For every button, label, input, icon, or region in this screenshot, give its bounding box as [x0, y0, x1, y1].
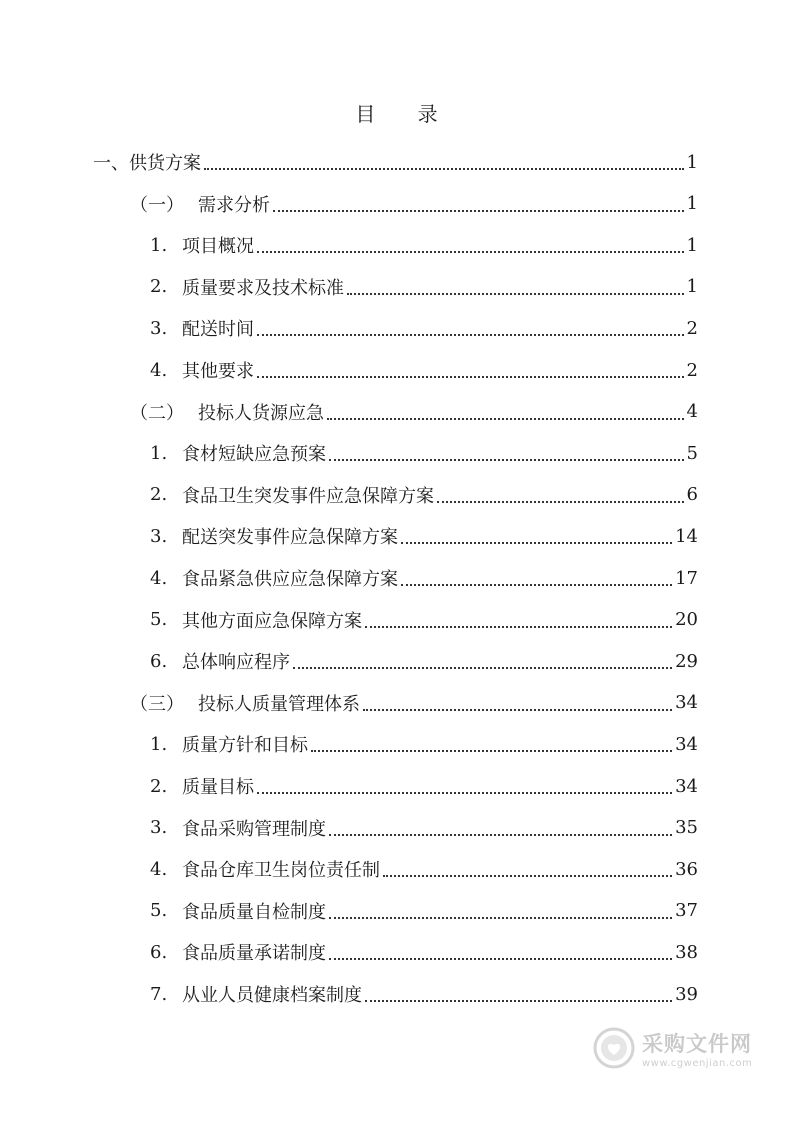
toc-entry-title: 食品卫生突发事件应急保障方案	[182, 485, 434, 507]
toc-entry-title: 食品采购管理制度	[182, 818, 326, 840]
toc-entry-title: 食品紧急供应应急保障方案	[182, 569, 398, 590]
toc-entry-title: 食品质量自检制度	[182, 901, 326, 923]
toc-dot-leader	[329, 958, 672, 960]
toc-page-number: 14	[675, 525, 698, 547]
toc-entry[interactable]	[0, 727, 793, 761]
toc-page-number: 2	[686, 359, 698, 381]
toc-entry-number: 5.	[150, 900, 168, 922]
toc-page-number: 17	[675, 567, 698, 589]
toc-page-number: 6	[686, 484, 698, 506]
toc-entry[interactable]	[0, 603, 793, 637]
toc-page-number: 2	[686, 317, 698, 339]
toc-entry-title: 投标人货源应急	[198, 402, 324, 424]
toc-dot-leader	[327, 418, 684, 420]
toc-entry-title: 配送时间	[182, 319, 254, 341]
toc-dot-leader	[347, 293, 684, 295]
toc-page-number: 35	[675, 817, 698, 839]
toc-entry-number: 3.	[150, 817, 168, 839]
hand-heart-logo-icon	[592, 1026, 636, 1070]
toc-dot-leader	[329, 917, 672, 919]
toc-dot-leader	[401, 584, 672, 586]
toc-dot-leader	[273, 210, 684, 212]
toc-entry-number: 2.	[150, 484, 168, 506]
toc-entry-number: 1.	[150, 442, 168, 464]
toc-entry[interactable]	[0, 686, 793, 720]
toc-entry[interactable]	[0, 769, 793, 803]
toc-entry-title: 质量方针和目标	[182, 735, 308, 757]
toc-dot-leader	[257, 376, 684, 378]
toc-dot-leader	[363, 709, 672, 711]
toc-entry-title: 项目概况	[182, 236, 254, 258]
toc-page-number: 36	[675, 858, 698, 880]
toc-entry-title: 其他方面应急保障方案	[182, 610, 362, 632]
toc-entry-number: 6.	[150, 650, 168, 672]
toc-page-number: 1	[686, 193, 698, 215]
toc-entry-number: 1.	[150, 234, 168, 256]
toc-entry-title: 质量目标	[182, 777, 254, 798]
toc-entry[interactable]	[0, 228, 793, 262]
toc-entry[interactable]	[0, 270, 793, 304]
watermark-name: 采购文件网	[642, 1031, 752, 1056]
toc-entry-number: 1.	[150, 733, 168, 755]
toc-page-number: 20	[675, 609, 698, 631]
toc-dot-leader	[365, 626, 672, 628]
watermark	[592, 1022, 752, 1074]
toc-dot-leader	[257, 792, 672, 794]
toc-entry[interactable]	[0, 436, 793, 470]
toc-page-number: 1	[686, 234, 698, 256]
toc-entry[interactable]	[0, 145, 793, 179]
toc-dot-leader	[437, 501, 684, 503]
watermark-url: www.cgwenjian.com	[642, 1057, 753, 1069]
toc-entry-number: 4.	[150, 359, 168, 381]
toc-dot-leader	[204, 168, 684, 170]
toc-entry[interactable]	[0, 187, 793, 221]
toc-page-number: 37	[675, 900, 698, 922]
toc-entry-number: 2.	[150, 276, 168, 298]
toc-entry-title: 食品质量承诺制度	[182, 943, 326, 965]
toc-page-number: 38	[675, 941, 698, 963]
toc-entry[interactable]	[0, 644, 793, 678]
toc-entry-number: 4.	[150, 567, 168, 589]
toc-entry[interactable]	[0, 935, 793, 969]
toc-page-number: 4	[686, 401, 698, 423]
toc-dot-leader	[329, 459, 684, 461]
toc-entry-title: 其他要求	[182, 361, 254, 382]
toc-entry[interactable]	[0, 561, 793, 595]
toc-page-number: 34	[675, 733, 698, 755]
toc-dot-leader	[293, 667, 672, 669]
toc-entry-number: 5.	[150, 609, 168, 631]
toc-entry-number: 3.	[150, 317, 168, 339]
toc-dot-leader	[365, 1000, 672, 1002]
toc-page-number: 34	[675, 692, 698, 714]
toc-dot-leader	[257, 251, 684, 253]
toc-entry-title: 总体响应程序	[182, 652, 290, 674]
toc-entry-number: 7.	[150, 983, 168, 1005]
toc-dot-leader	[383, 875, 672, 877]
toc-entry-number: （二）	[130, 402, 184, 424]
toc-dot-leader	[329, 834, 672, 836]
toc-page-number: 5	[686, 442, 698, 464]
toc-entry-title: 质量要求及技术标准	[182, 277, 344, 299]
toc-entry-number: 一、	[93, 153, 129, 174]
toc-entry[interactable]	[0, 395, 793, 429]
toc-page-number: 1	[686, 151, 698, 173]
toc-dot-leader	[401, 542, 672, 544]
toc-page-number: 1	[686, 276, 698, 298]
toc-entry[interactable]	[0, 353, 793, 387]
toc-entry-number: （一）	[130, 194, 184, 216]
toc-entry-number: 3.	[150, 525, 168, 547]
toc-entry[interactable]	[0, 811, 793, 845]
toc-page-number: 29	[675, 650, 698, 672]
toc-dot-leader	[257, 334, 684, 336]
toc-title: 目 录	[355, 102, 456, 126]
toc-entry[interactable]	[0, 852, 793, 886]
toc-entry-number: 2.	[150, 775, 168, 797]
toc-entry-title: 配送突发事件应急保障方案	[182, 527, 398, 549]
toc-entry-number: （三）	[130, 693, 184, 715]
toc-entry[interactable]	[0, 894, 793, 928]
toc-entry-title: 需求分析	[198, 194, 270, 216]
toc-entry-title: 供货方案	[129, 153, 201, 174]
toc-entry-title: 投标人质量管理体系	[198, 693, 360, 715]
toc-page-number: 39	[675, 983, 698, 1005]
toc-entry-number: 6.	[150, 941, 168, 963]
toc-entry[interactable]	[0, 311, 793, 345]
toc-entry-title: 食材短缺应急预案	[182, 444, 326, 466]
toc-entry-title: 从业人员健康档案制度	[182, 985, 362, 1006]
toc-page-number: 34	[675, 775, 698, 797]
toc-entry-title: 食品仓库卫生岗位责任制	[182, 860, 380, 882]
toc-entry-number: 4.	[150, 858, 168, 880]
toc-dot-leader	[311, 750, 672, 752]
toc-entry[interactable]	[0, 519, 793, 553]
toc-entry[interactable]	[0, 478, 793, 512]
toc-entry[interactable]	[0, 977, 793, 1011]
